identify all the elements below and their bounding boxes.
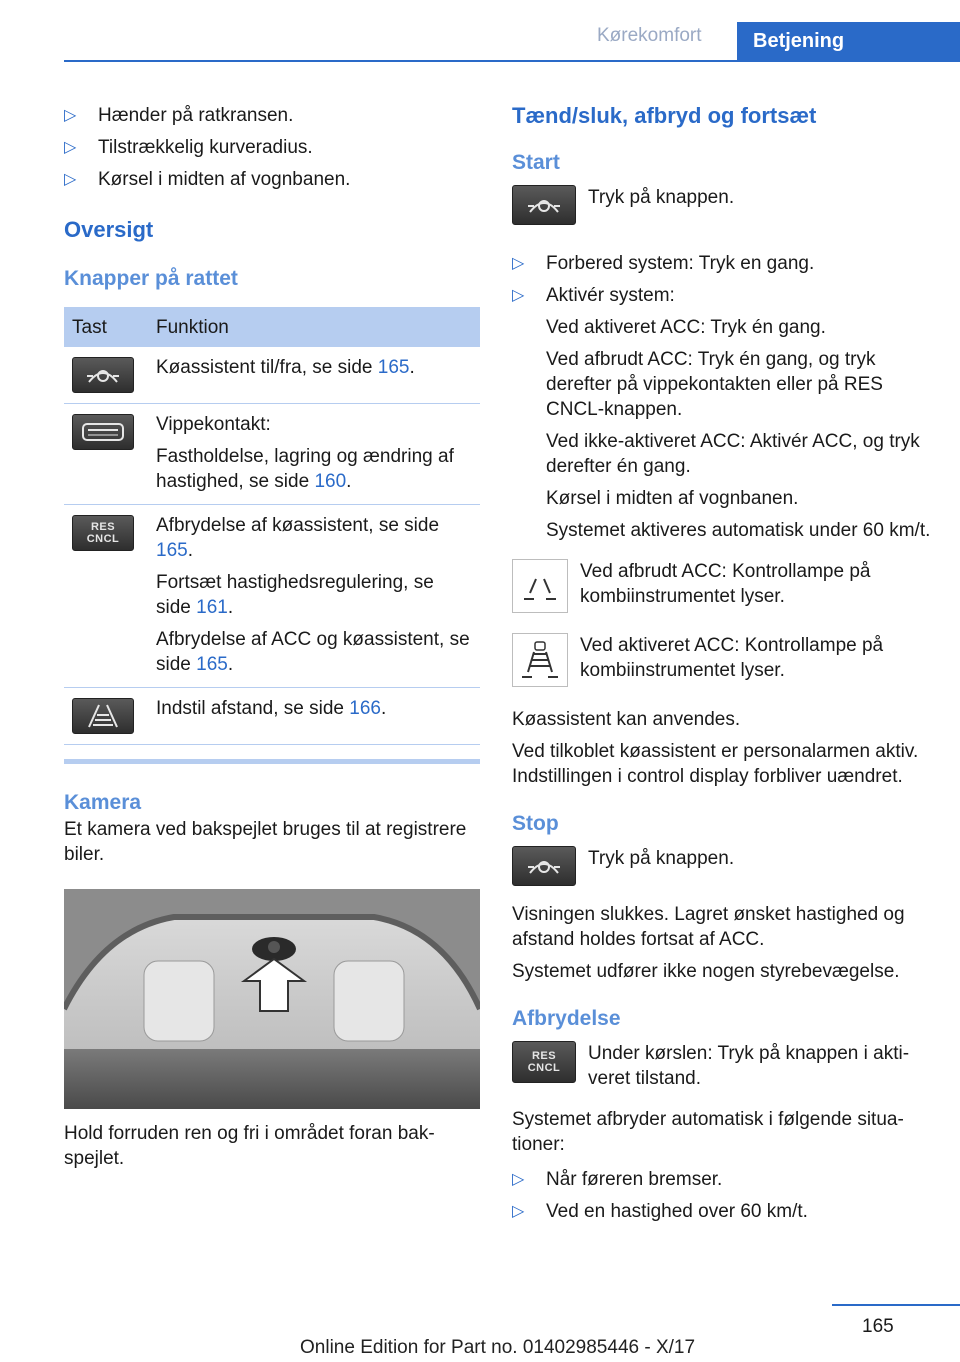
- bullet-triangle-icon: ▷: [64, 107, 77, 124]
- paragraph: Visningen slukkes. Lagret ønsket hastighed og afstand holdes fortsat af ACC.: [512, 904, 905, 950]
- table-row: RES CNCL Afbrydelse af køassistent, se side 165. Fortsæt hastighedsregulering, se side 161. Afbrydelse af ACC og køassistent, se side 165.: [64, 505, 480, 688]
- camera-photo: [64, 889, 480, 1109]
- page-link[interactable]: 161: [196, 597, 228, 618]
- edition-line: Online Edition for Part no. 01402985446 - X/17: [300, 1337, 696, 1358]
- list-item: ▷ Når føreren bremser.: [512, 1169, 723, 1190]
- table-row: Vippekontakt: Fastholdelse, lagring og ændring af hastighed, se side 160.: [64, 404, 480, 505]
- lane-assist-button-icon: [512, 846, 576, 886]
- list-item: ▷ Kørsel i midten af vognbanen.: [64, 169, 351, 190]
- sub-item: Ved aktiveret ACC: Tryk én gang.: [546, 317, 826, 338]
- heading-taend-sluk: Tænd/sluk, afbryd og fortsæt: [512, 103, 817, 128]
- list-item: ▷ Ved en hastighed over 60 km/t.: [512, 1201, 808, 1222]
- heading-stop: Stop: [512, 812, 559, 835]
- right-column: [512, 103, 932, 1231]
- running-header: [0, 0, 960, 62]
- afbrydelse-row: RES CNCL Under kørslen: Tryk på knappen i aktiveret tilstand.: [512, 1041, 932, 1091]
- sub-item: Ved ikke-aktiveret ACC: Aktivér ACC, og tryk derefter én gang.: [546, 431, 920, 477]
- left-column: [64, 103, 480, 1178]
- list-item: ▷ Aktivér system:: [512, 285, 675, 306]
- list-item: ▷ Tilstrækkelig kurveradius.: [64, 137, 313, 158]
- sub-item: Systemet aktiveres automatisk under 60 km/t.: [546, 520, 931, 541]
- heading-afbrydelse: Afbrydelse: [512, 1007, 621, 1030]
- lamp-row-interrupted: Ved afbrudt ACC: Kontrollampe på kombiinstrumentet lyser.: [512, 559, 932, 617]
- heading-knapper: Knapper på rattet: [64, 267, 238, 290]
- kamera-text: Et kamera ved bakspejlet bruges til at registrere biler.: [64, 819, 467, 865]
- table-header-funktion: Funktion: [148, 307, 480, 347]
- header-rule: [64, 60, 960, 62]
- paragraph: Systemet udfører ikke nogen styrebevægelse.: [512, 961, 900, 982]
- lamp-row-active: Ved aktiveret ACC: Kontrollampe på kombiinstrumentet lyser.: [512, 633, 932, 691]
- sub-item: Kørsel i midten af vognbanen.: [546, 488, 799, 509]
- bullet-triangle-icon: ▷: [512, 287, 525, 304]
- paragraph: Køassistent kan anvendes.: [512, 709, 741, 730]
- page-link[interactable]: 165: [377, 357, 410, 378]
- table-row: Indstil afstand, se side 166.: [64, 688, 480, 745]
- table-header-tast: Tast: [64, 307, 148, 347]
- steering-wheel-buttons-table: [64, 307, 480, 745]
- header-section: Kørekomfort: [597, 25, 702, 46]
- list-item: ▷ Hænder på ratkransen.: [64, 105, 294, 126]
- start-row: Tryk på knappen.: [512, 185, 932, 227]
- table-row: Køassistent til/fra, se side 165.: [64, 347, 480, 404]
- page-link[interactable]: 160: [314, 471, 347, 492]
- page-number: 165: [862, 1316, 894, 1337]
- page-link[interactable]: 165: [196, 654, 228, 675]
- bullet-triangle-icon: ▷: [64, 171, 77, 188]
- paragraph: Ved tilkoblet køassistent er personalarmen aktiv. Indstillingen i control display forbliver uændret.: [512, 741, 919, 787]
- footer-rule: [832, 1304, 960, 1306]
- stop-row: Tryk på knappen.: [512, 846, 932, 888]
- page-link[interactable]: 165: [156, 540, 188, 561]
- res-cncl-button-icon: RES CNCL: [512, 1041, 576, 1083]
- rocker-switch-icon: [72, 414, 134, 450]
- bullet-triangle-icon: ▷: [512, 1171, 525, 1188]
- bullet-triangle-icon: ▷: [64, 139, 77, 156]
- acc-interrupted-lamp-icon: [512, 559, 568, 613]
- heading-start: Start: [512, 151, 560, 174]
- acc-active-lamp-icon: [512, 633, 568, 687]
- heading-oversigt: Oversigt: [64, 217, 154, 242]
- distance-button-icon: [72, 698, 134, 734]
- paragraph: Systemet afbryder automatisk i følgende situationer:: [512, 1109, 904, 1155]
- bullet-triangle-icon: ▷: [512, 1203, 525, 1220]
- sub-item: Ved afbrudt ACC: Tryk én gang, og tryk derefter på vippekontakten eller på RES CNCL-knappen.: [546, 349, 883, 420]
- section-divider: [64, 759, 480, 764]
- photo-caption: Hold forruden ren og fri i området foran bakspejlet.: [64, 1123, 435, 1169]
- header-chapter-tab: Betjening: [737, 22, 960, 60]
- lane-assist-button-icon: [512, 185, 576, 225]
- lane-assist-button-icon: [72, 357, 134, 393]
- res-cncl-button-icon: RES CNCL: [72, 515, 134, 551]
- bullet-triangle-icon: ▷: [512, 255, 525, 272]
- heading-kamera: Kamera: [64, 791, 142, 814]
- list-item: ▷ Forbered system: Tryk en gang.: [512, 253, 815, 274]
- page-link[interactable]: 166: [349, 698, 381, 719]
